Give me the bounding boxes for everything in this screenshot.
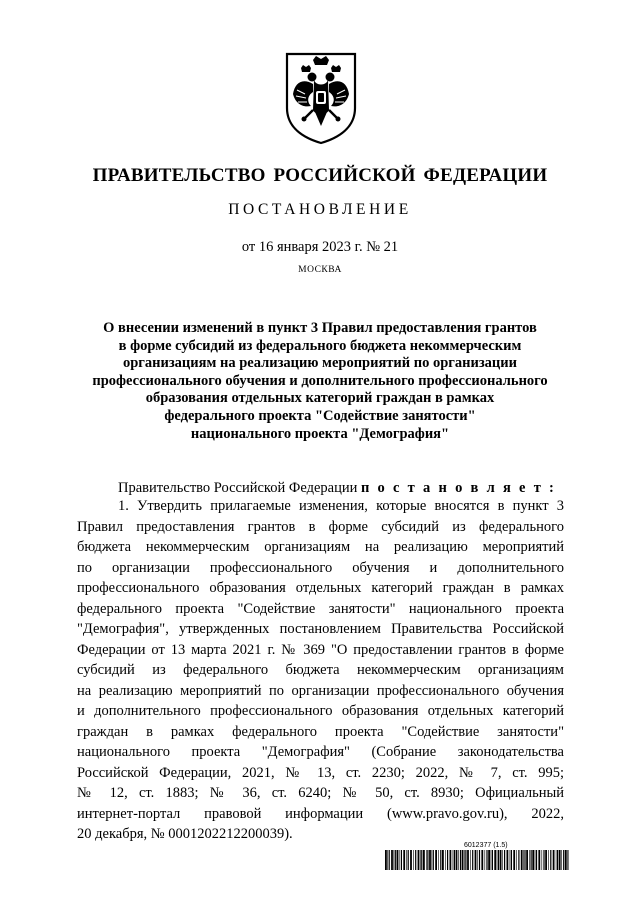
heading-line: в форме субсидий из федерального бюджета некоммерческим — [118, 337, 522, 354]
barcode-icon — [385, 850, 569, 870]
heading-line: федерального проекта "Содействие занятости" — [164, 407, 476, 424]
heading-line: организациям на реализацию мероприятий по организации — [122, 355, 517, 372]
document-type: ПОСТАНОВЛЕНИЕ — [228, 201, 412, 218]
paragraph-line: профессионального образования отдельных категорий граждан в рамках — [77, 580, 564, 596]
paragraph-line: граждан в рамках федерального проекта "Содействие занятости" — [77, 723, 564, 740]
paragraph-1 — [77, 496, 564, 845]
document-city: МОСКВА — [298, 265, 342, 275]
preamble-emphasis: п о с т а н о в л я е т : — [360, 480, 557, 496]
paragraph-line: и дополнительного профессионального образования отдельных категорий — [77, 703, 564, 719]
government-title: ПРАВИТЕЛЬСТВО РОССИЙСКОЙ ФЕДЕРАЦИИ — [92, 165, 548, 186]
heading-line: О внесении изменений в пункт 3 Правил предоставления грантов — [103, 320, 537, 336]
paragraph-line: Российской Федерации, 2021, № 13, ст. 2230; 2022, № 7, ст. 995; — [77, 764, 564, 781]
paragraph-line: Федерации от 13 марта 2021 г. № 369 "О предоставлении грантов в форме — [77, 641, 564, 658]
preamble — [118, 480, 556, 497]
paragraph-line: национального проекта "Демография" (Собрание законодательства — [77, 744, 564, 760]
paragraph-line: "Демография", утвержденных постановлением Правительства Российской — [77, 621, 564, 637]
barcode-label: 6012377 (1.5) — [464, 842, 508, 849]
paragraph-line: интернет-портал правовой информации (www.pravo.gov.ru), 2022, — [77, 805, 564, 822]
heading-line: национального проекта "Демография" — [190, 425, 450, 442]
coat-of-arms-icon — [283, 50, 359, 146]
paragraph-line: Правил предоставления грантов в форме субсидий из федерального — [77, 518, 564, 535]
paragraph-line: № 12, ст. 1883; № 36, ст. 6240; № 50, ст. 8930; Официальный — [77, 785, 564, 801]
paragraph-line: субсидий из федерального бюджета некоммерческим организациям — [77, 662, 564, 678]
paragraph-line: на реализацию мероприятий по организации профессионального обучения — [77, 682, 564, 699]
document-heading — [70, 320, 570, 443]
paragraph-line: 1. Утвердить прилагаемые изменения, которые вносятся в пункт 3 — [118, 498, 564, 514]
paragraph-line: 20 декабря, № 0001202212200039). — [77, 826, 293, 842]
preamble-text: Правительство Российской Федерации — [118, 480, 361, 496]
document-date-number: от 16 января 2023 г. № 21 — [241, 239, 399, 255]
paragraph-line: по организации профессионального обучения и дополнительного — [77, 559, 564, 576]
heading-line: профессионального обучения и дополнительного профессионального — [92, 372, 548, 389]
paragraph-line: бюджета некоммерческим организациям на реализацию мероприятий — [77, 539, 564, 555]
heading-line: образования отдельных категорий граждан в рамках — [145, 390, 495, 407]
paragraph-line: федерального проекта "Содействие занятости" национального проекта — [77, 600, 564, 617]
